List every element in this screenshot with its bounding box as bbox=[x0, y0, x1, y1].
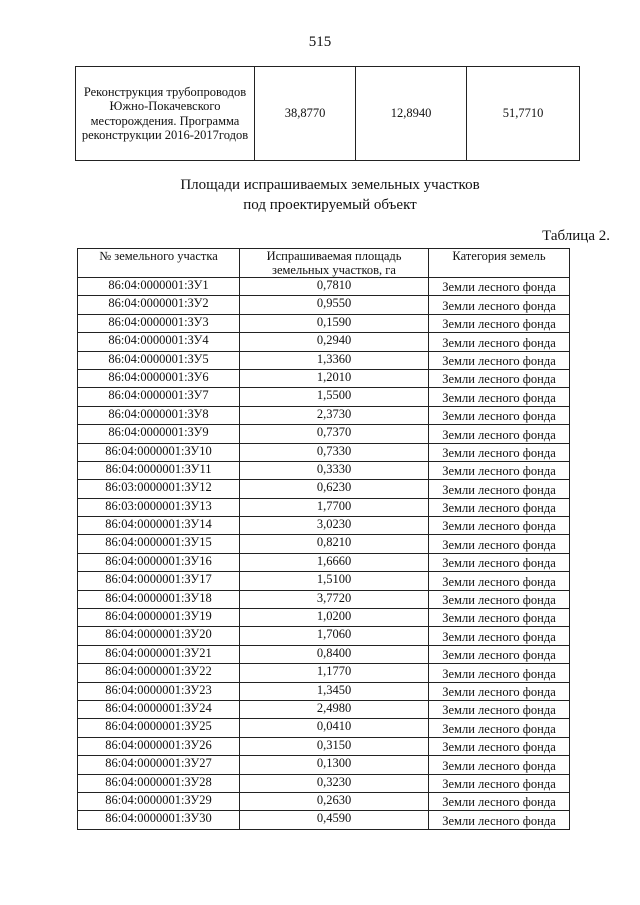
table-row bbox=[78, 737, 570, 755]
table-row bbox=[78, 590, 570, 608]
category: Земли лесного фонда bbox=[429, 296, 570, 314]
table-row bbox=[78, 664, 570, 682]
table-row bbox=[78, 627, 570, 645]
plot-number: 86:04:0000001:ЗУ14 bbox=[78, 517, 240, 535]
plot-number: 86:04:0000001:ЗУ11 bbox=[78, 461, 240, 479]
category: Земли лесного фонда bbox=[429, 369, 570, 387]
category: Земли лесного фонда bbox=[429, 774, 570, 792]
plot-number: 86:03:0000001:ЗУ13 bbox=[78, 498, 240, 516]
area: 0,3330 bbox=[240, 461, 429, 479]
table-row bbox=[78, 351, 570, 369]
category: Земли лесного фонда bbox=[429, 700, 570, 718]
table-row bbox=[78, 719, 570, 737]
table-row bbox=[78, 756, 570, 774]
plot-number: 86:04:0000001:ЗУ9 bbox=[78, 425, 240, 443]
plot-number: 86:04:0000001:ЗУ18 bbox=[78, 590, 240, 608]
category: Земли лесного фонда bbox=[429, 553, 570, 571]
table-row bbox=[78, 774, 570, 792]
table-row bbox=[78, 461, 570, 479]
plot-number: 86:04:0000001:ЗУ23 bbox=[78, 682, 240, 700]
table-row bbox=[78, 553, 570, 571]
table-row bbox=[78, 388, 570, 406]
category: Земли лесного фонда bbox=[429, 645, 570, 663]
category: Земли лесного фонда bbox=[429, 314, 570, 332]
plot-number: 86:04:0000001:ЗУ15 bbox=[78, 535, 240, 553]
area: 1,3360 bbox=[240, 351, 429, 369]
area: 0,2940 bbox=[240, 333, 429, 351]
category: Земли лесного фонда bbox=[429, 278, 570, 296]
table-row bbox=[78, 792, 570, 810]
plot-number: 86:03:0000001:ЗУ12 bbox=[78, 480, 240, 498]
area: 0,3230 bbox=[240, 774, 429, 792]
plot-number: 86:04:0000001:ЗУ25 bbox=[78, 719, 240, 737]
table-row bbox=[78, 443, 570, 461]
area: 1,0200 bbox=[240, 609, 429, 627]
category: Земли лесного фонда bbox=[429, 406, 570, 424]
table-row bbox=[78, 572, 570, 590]
table-row bbox=[78, 682, 570, 700]
area: 1,3450 bbox=[240, 682, 429, 700]
section-subtitle: под проектируемый объект bbox=[243, 197, 417, 213]
area: 1,2010 bbox=[240, 369, 429, 387]
category: Земли лесного фонда bbox=[429, 498, 570, 516]
area: 0,8210 bbox=[240, 535, 429, 553]
plot-number: 86:04:0000001:ЗУ6 bbox=[78, 369, 240, 387]
cell-value: 51,7710 bbox=[467, 67, 580, 161]
area: 1,5100 bbox=[240, 572, 429, 590]
object-name: Реконструкция трубопроводов Южно-Покачевского месторождения. Программа реконструкции 2016-2017годов bbox=[76, 67, 255, 161]
table-row bbox=[78, 498, 570, 516]
plot-number: 86:04:0000001:ЗУ28 bbox=[78, 774, 240, 792]
plot-number: 86:04:0000001:ЗУ20 bbox=[78, 627, 240, 645]
category: Земли лесного фонда bbox=[429, 737, 570, 755]
plot-number: 86:04:0000001:ЗУ21 bbox=[78, 645, 240, 663]
area: 0,1590 bbox=[240, 314, 429, 332]
table-row bbox=[78, 369, 570, 387]
page-number: 515 bbox=[308, 34, 332, 50]
table-row bbox=[78, 645, 570, 663]
section-title: Площади испрашиваемых земельных участков bbox=[180, 177, 480, 193]
category: Земли лесного фонда bbox=[429, 572, 570, 590]
table-row bbox=[78, 406, 570, 424]
area: 0,6230 bbox=[240, 480, 429, 498]
area: 0,2630 bbox=[240, 792, 429, 810]
category: Земли лесного фонда bbox=[429, 609, 570, 627]
cell-value: 38,8770 bbox=[255, 67, 356, 161]
area: 0,3150 bbox=[240, 737, 429, 755]
table-row bbox=[78, 425, 570, 443]
area: 0,7810 bbox=[240, 278, 429, 296]
category: Земли лесного фонда bbox=[429, 480, 570, 498]
table-row bbox=[76, 67, 580, 161]
area: 1,5500 bbox=[240, 388, 429, 406]
table-row bbox=[78, 278, 570, 296]
category: Земли лесного фонда bbox=[429, 517, 570, 535]
table-label: Таблица 2. bbox=[542, 228, 610, 244]
table-row bbox=[78, 700, 570, 718]
area: 3,0230 bbox=[240, 517, 429, 535]
category: Земли лесного фонда bbox=[429, 535, 570, 553]
area: 1,7060 bbox=[240, 627, 429, 645]
category: Земли лесного фонда bbox=[429, 811, 570, 829]
header-category: Категория земель bbox=[429, 249, 570, 278]
table-row bbox=[78, 296, 570, 314]
category: Земли лесного фонда bbox=[429, 443, 570, 461]
plot-number: 86:04:0000001:ЗУ17 bbox=[78, 572, 240, 590]
plot-number: 86:04:0000001:ЗУ1 bbox=[78, 278, 240, 296]
area: 0,7330 bbox=[240, 443, 429, 461]
header-plot-number: № земельного участка bbox=[78, 249, 240, 278]
category: Земли лесного фонда bbox=[429, 664, 570, 682]
plot-number: 86:04:0000001:ЗУ29 bbox=[78, 792, 240, 810]
category: Земли лесного фонда bbox=[429, 627, 570, 645]
table-row bbox=[78, 811, 570, 829]
category: Земли лесного фонда bbox=[429, 388, 570, 406]
table-row bbox=[78, 314, 570, 332]
cell-value: 12,8940 bbox=[356, 67, 467, 161]
table-row bbox=[78, 517, 570, 535]
category: Земли лесного фонда bbox=[429, 590, 570, 608]
table-header bbox=[78, 249, 570, 278]
header-area: Испрашиваемая площадь земельных участков, га bbox=[240, 249, 429, 278]
category: Земли лесного фонда bbox=[429, 792, 570, 810]
category: Земли лесного фонда bbox=[429, 682, 570, 700]
area: 0,0410 bbox=[240, 719, 429, 737]
plot-number: 86:04:0000001:ЗУ30 bbox=[78, 811, 240, 829]
category: Земли лесного фонда bbox=[429, 425, 570, 443]
area: 3,7720 bbox=[240, 590, 429, 608]
plot-number: 86:04:0000001:ЗУ27 bbox=[78, 756, 240, 774]
plot-number: 86:04:0000001:ЗУ2 bbox=[78, 296, 240, 314]
table-row bbox=[78, 609, 570, 627]
area: 2,4980 bbox=[240, 700, 429, 718]
category: Земли лесного фонда bbox=[429, 333, 570, 351]
plot-number: 86:04:0000001:ЗУ4 bbox=[78, 333, 240, 351]
area: 0,9550 bbox=[240, 296, 429, 314]
plot-number: 86:04:0000001:ЗУ24 bbox=[78, 700, 240, 718]
plot-number: 86:04:0000001:ЗУ16 bbox=[78, 553, 240, 571]
plot-number: 86:04:0000001:ЗУ8 bbox=[78, 406, 240, 424]
category: Земли лесного фонда bbox=[429, 756, 570, 774]
plot-number: 86:04:0000001:ЗУ5 bbox=[78, 351, 240, 369]
table-row bbox=[78, 480, 570, 498]
plot-number: 86:04:0000001:ЗУ10 bbox=[78, 443, 240, 461]
area: 0,7370 bbox=[240, 425, 429, 443]
table-row bbox=[78, 535, 570, 553]
plot-number: 86:04:0000001:ЗУ22 bbox=[78, 664, 240, 682]
category: Земли лесного фонда bbox=[429, 351, 570, 369]
area: 0,8400 bbox=[240, 645, 429, 663]
plot-number: 86:04:0000001:ЗУ7 bbox=[78, 388, 240, 406]
area: 0,1300 bbox=[240, 756, 429, 774]
area: 2,3730 bbox=[240, 406, 429, 424]
area: 0,4590 bbox=[240, 811, 429, 829]
area: 1,6660 bbox=[240, 553, 429, 571]
area: 1,7700 bbox=[240, 498, 429, 516]
continued-table bbox=[75, 66, 580, 161]
category: Земли лесного фонда bbox=[429, 719, 570, 737]
plot-number: 86:04:0000001:ЗУ26 bbox=[78, 737, 240, 755]
table-row bbox=[78, 333, 570, 351]
category: Земли лесного фонда bbox=[429, 461, 570, 479]
plot-number: 86:04:0000001:ЗУ3 bbox=[78, 314, 240, 332]
land-plots-table bbox=[77, 248, 570, 830]
area: 1,1770 bbox=[240, 664, 429, 682]
plot-number: 86:04:0000001:ЗУ19 bbox=[78, 609, 240, 627]
